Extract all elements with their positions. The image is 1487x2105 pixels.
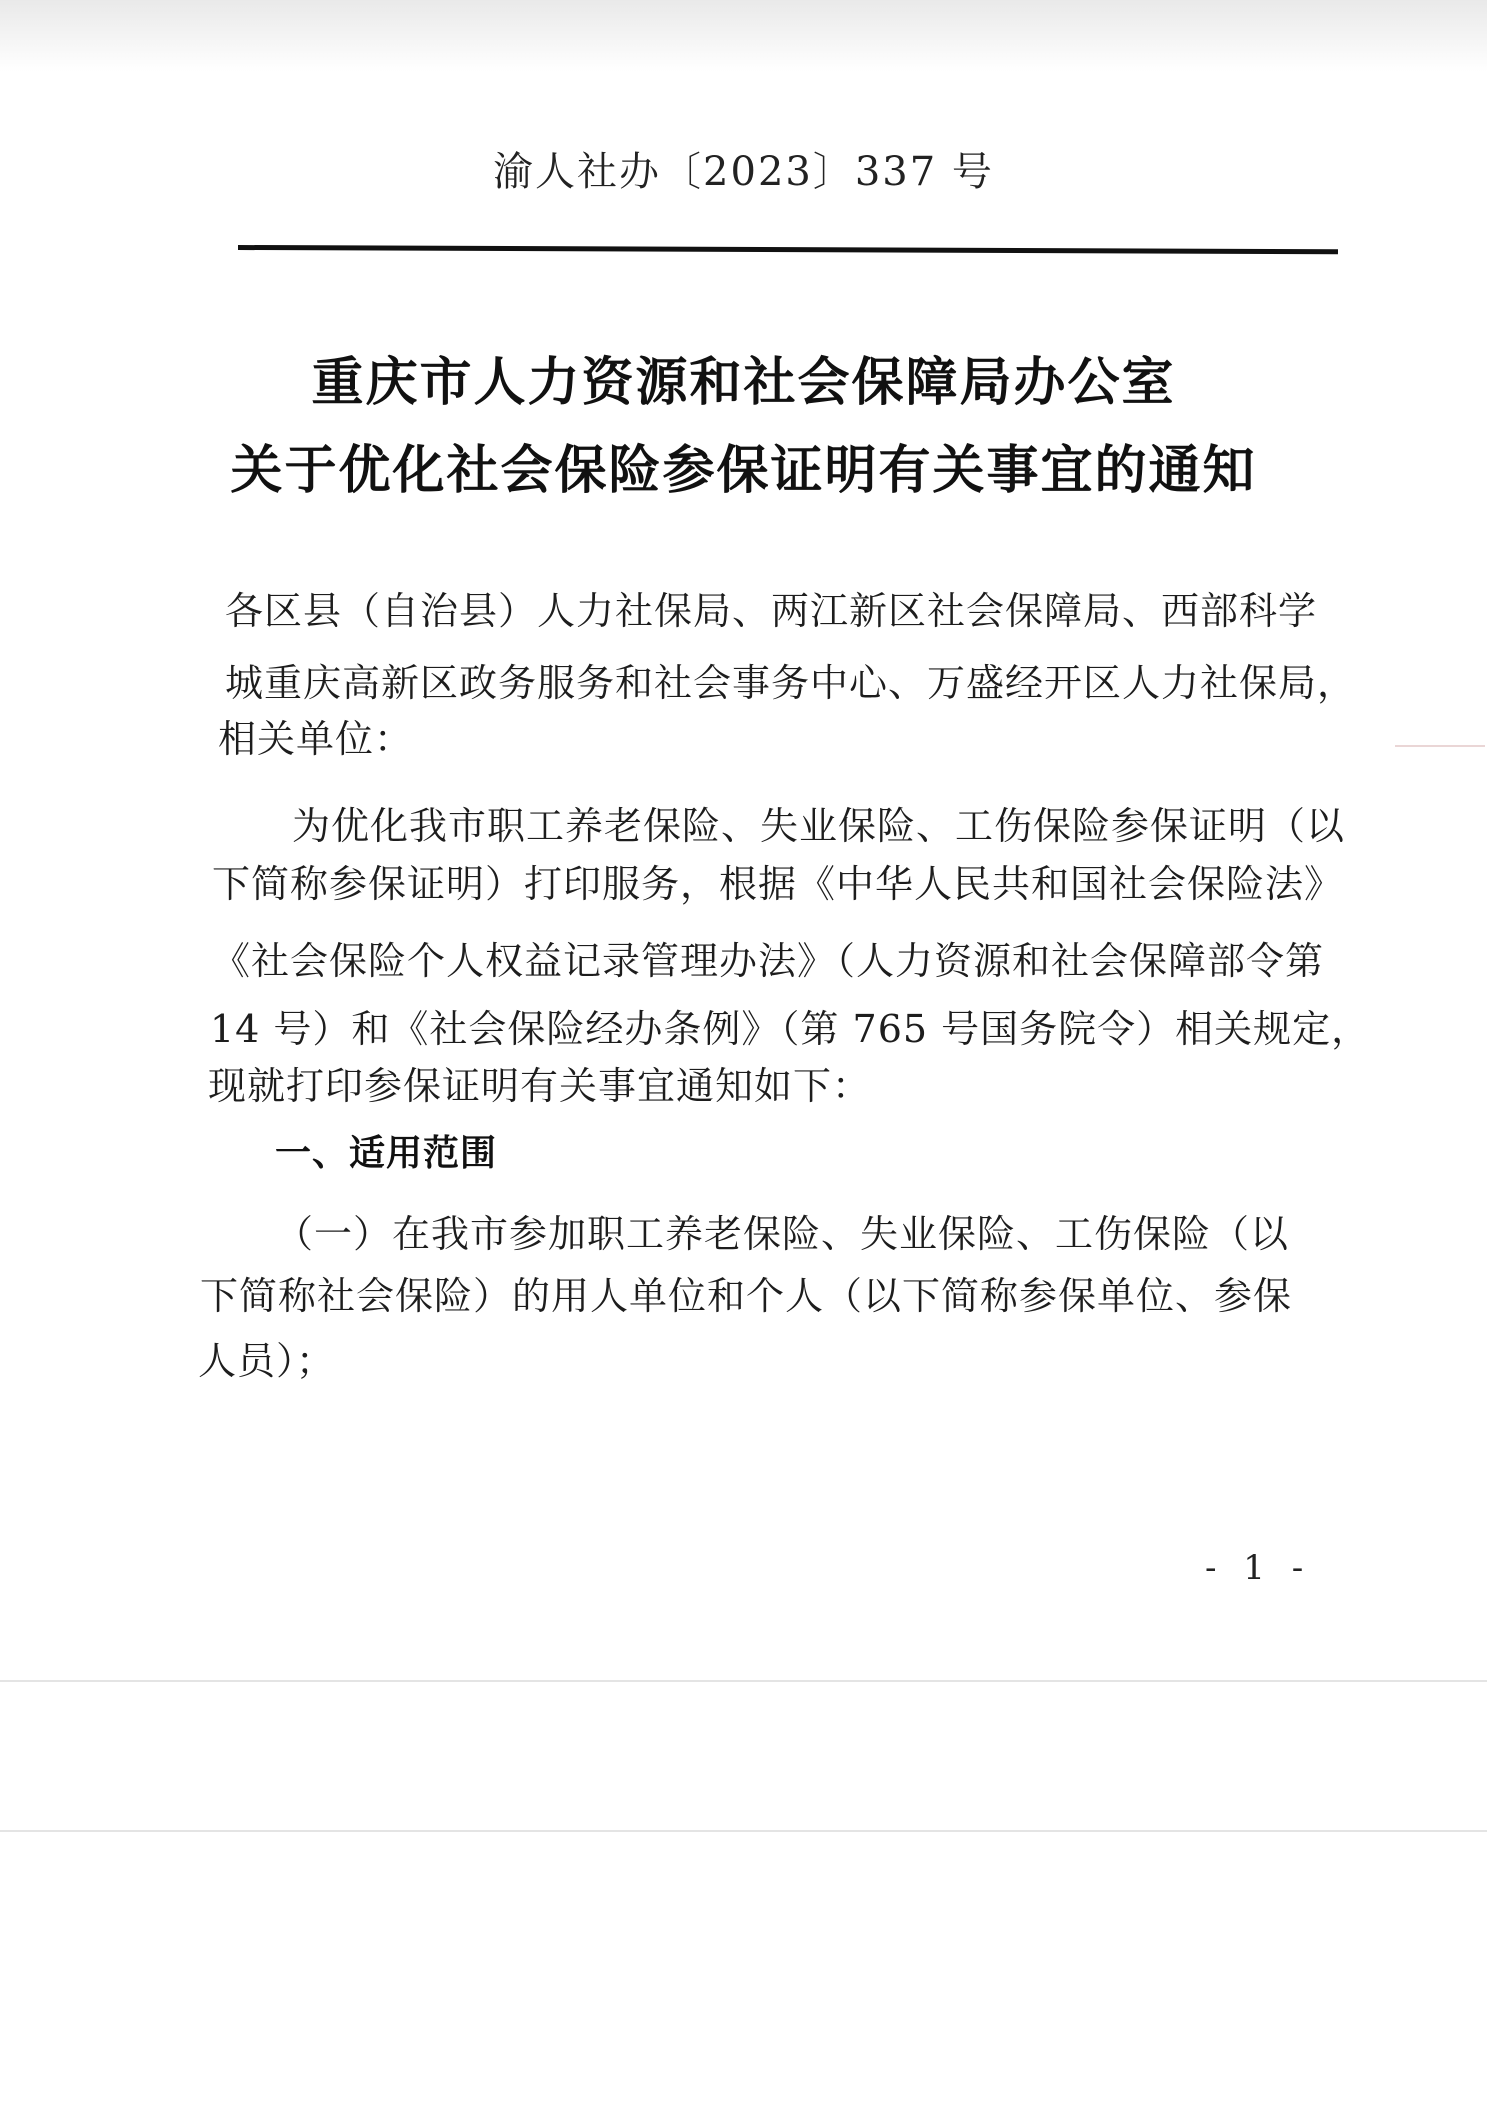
addressee-line: 相关单位：	[218, 717, 414, 761]
scan-artifact-line	[0, 1680, 1487, 1682]
section-item-line: 下简称社会保险）的用人单位和个人（以下简称参保单位、参保	[200, 1274, 1293, 1318]
section-item-line: 人员）；	[198, 1339, 336, 1383]
intro-paragraph-line: 现就打印参保证明有关事宜通知如下：	[208, 1064, 872, 1108]
document-number: 渝人社办〔2023〕337 号	[493, 149, 994, 195]
addressee-line: 各区县（自治县）人力社保局、两江新区社会保障局、西部科学	[225, 589, 1318, 633]
section-heading: 一、适用范围	[275, 1133, 498, 1174]
intro-paragraph-line: 《社会保险个人权益记录管理办法》（人力资源和社会保障部令第	[212, 939, 1325, 983]
document-title-line-1: 重庆市人力资源和社会保障局办公室	[311, 353, 1176, 413]
scan-edge-shade	[0, 0, 1487, 72]
addressee-line: 城重庆高新区政务服务和社会事务中心、万盛经开区人力社保局，	[225, 661, 1357, 705]
intro-paragraph-line: 为优化我市职工养老保险、失业保险、工伤保险参保证明（以	[292, 804, 1346, 848]
page-number: - 1 -	[1205, 1548, 1312, 1588]
section-item-line: （一）在我市参加职工养老保险、失业保险、工伤保险（以	[275, 1212, 1290, 1256]
document-title-line-2: 关于优化社会保险参保证明有关事宜的通知	[230, 441, 1257, 501]
intro-paragraph-line: 下简称参保证明）打印服务，根据《中华人民共和国社会保险法》	[212, 862, 1344, 906]
scan-margin-mark	[1395, 745, 1485, 747]
scan-artifact-line	[0, 1830, 1487, 1832]
intro-paragraph-line: 14 号）和《社会保险经办条例》（第 765 号国务院令）相关规定，	[210, 1007, 1371, 1051]
header-rule	[238, 245, 1338, 254]
